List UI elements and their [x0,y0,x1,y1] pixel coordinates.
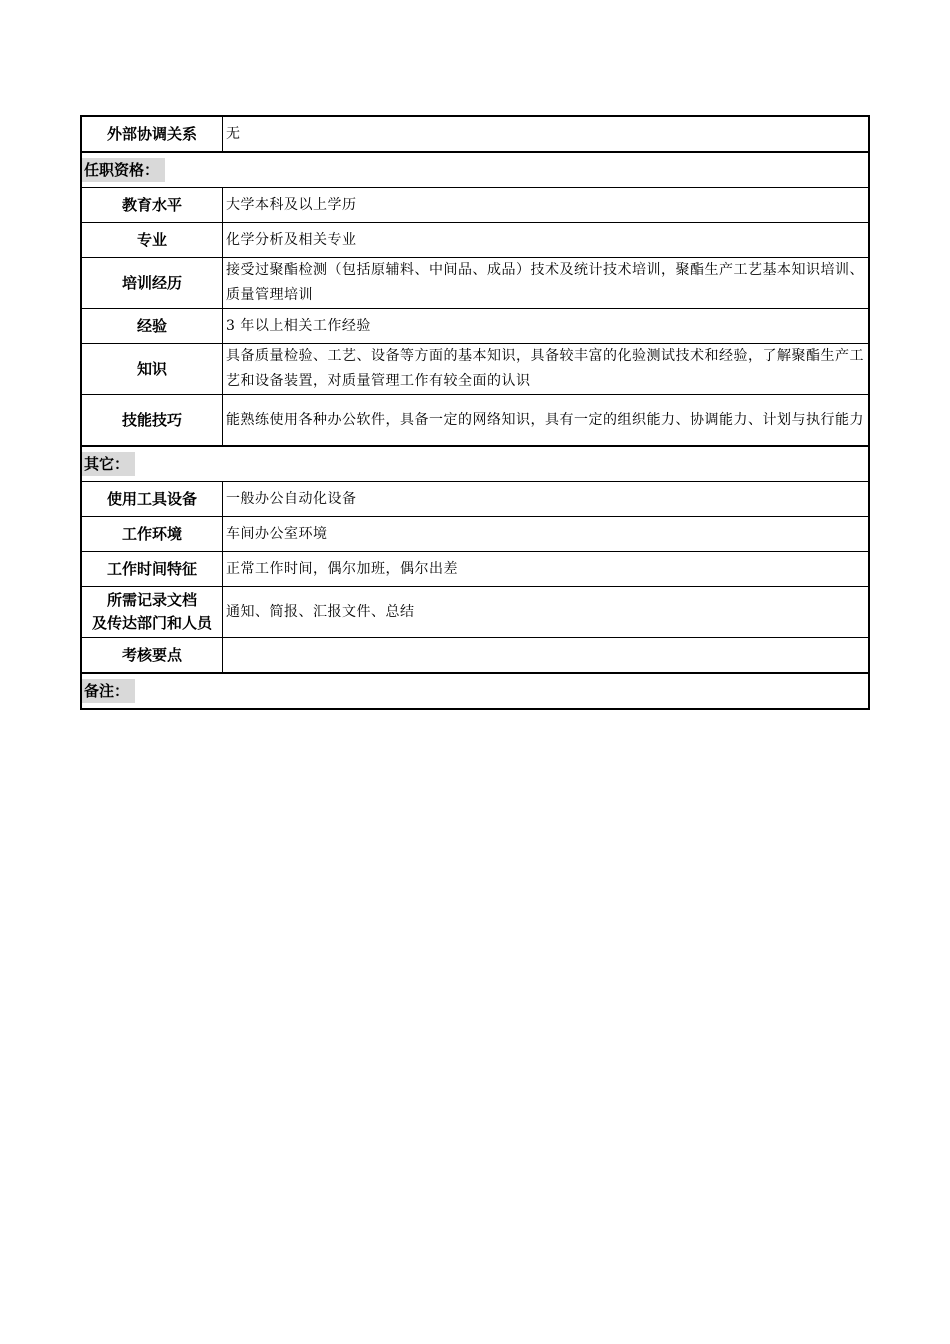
section-row [81,673,869,709]
table-row [81,638,869,674]
table-row [81,395,869,447]
label-work-time: 工作时间特征 [81,552,223,587]
section-remarks [81,673,869,709]
label-environment: 工作环境 [81,517,223,552]
value-training: 接受过聚酯检测（包括原辅料、中间品、成品）技术及统计技术培训，聚酯生产工艺基本知识培训、质量管理培训 [223,258,870,309]
value-environment: 车间办公室环境 [223,517,870,552]
value-work-time: 正常工作时间，偶尔加班，偶尔出差 [223,552,870,587]
value-assessment [223,638,870,674]
section-title: 其它： [82,452,135,476]
label-records-line1: 所需记录文档 [106,591,197,609]
label-records-line2: 及传达部门和人员 [91,614,212,632]
label-major: 专业 [81,223,223,258]
label-education: 教育水平 [81,188,223,223]
value-skills: 能熟练使用各种办公软件，具备一定的网络知识，具有一定的组织能力、协调能力、计划与执行能力 [223,395,870,447]
value-external-coordination: 无 [223,116,870,152]
label-experience: 经验 [81,309,223,344]
value-tools: 一般办公自动化设备 [223,482,870,517]
value-education: 大学本科及以上学历 [223,188,870,223]
table-row [81,552,869,587]
value-knowledge: 具备质量检验、工艺、设备等方面的基本知识，具备较丰富的化验测试技术和经验，了解聚酯生产工艺和设备装置，对质量管理工作有较全面的认识 [223,344,870,395]
section-row [81,446,869,482]
section-qualifications [81,152,869,188]
table-row [81,223,869,258]
section-title: 任职资格： [82,158,165,182]
table-row [81,188,869,223]
label-records [81,587,223,638]
label-assessment: 考核要点 [81,638,223,674]
label-external-coordination: 外部协调关系 [81,116,223,152]
table-row [81,517,869,552]
table-row [81,482,869,517]
value-major: 化学分析及相关专业 [223,223,870,258]
table-row [81,258,869,309]
table-row [81,587,869,638]
table-row [81,344,869,395]
section-other [81,446,869,482]
label-training: 培训经历 [81,258,223,309]
value-experience: 3 年以上相关工作经验 [223,309,870,344]
form-table [80,115,870,710]
job-description-form [80,115,870,710]
section-title: 备注： [82,679,135,703]
table-row [81,116,869,152]
table-row [81,309,869,344]
label-tools: 使用工具设备 [81,482,223,517]
label-knowledge: 知识 [81,344,223,395]
label-skills: 技能技巧 [81,395,223,447]
value-records: 通知、简报、汇报文件、总结 [223,587,870,638]
section-row [81,152,869,188]
